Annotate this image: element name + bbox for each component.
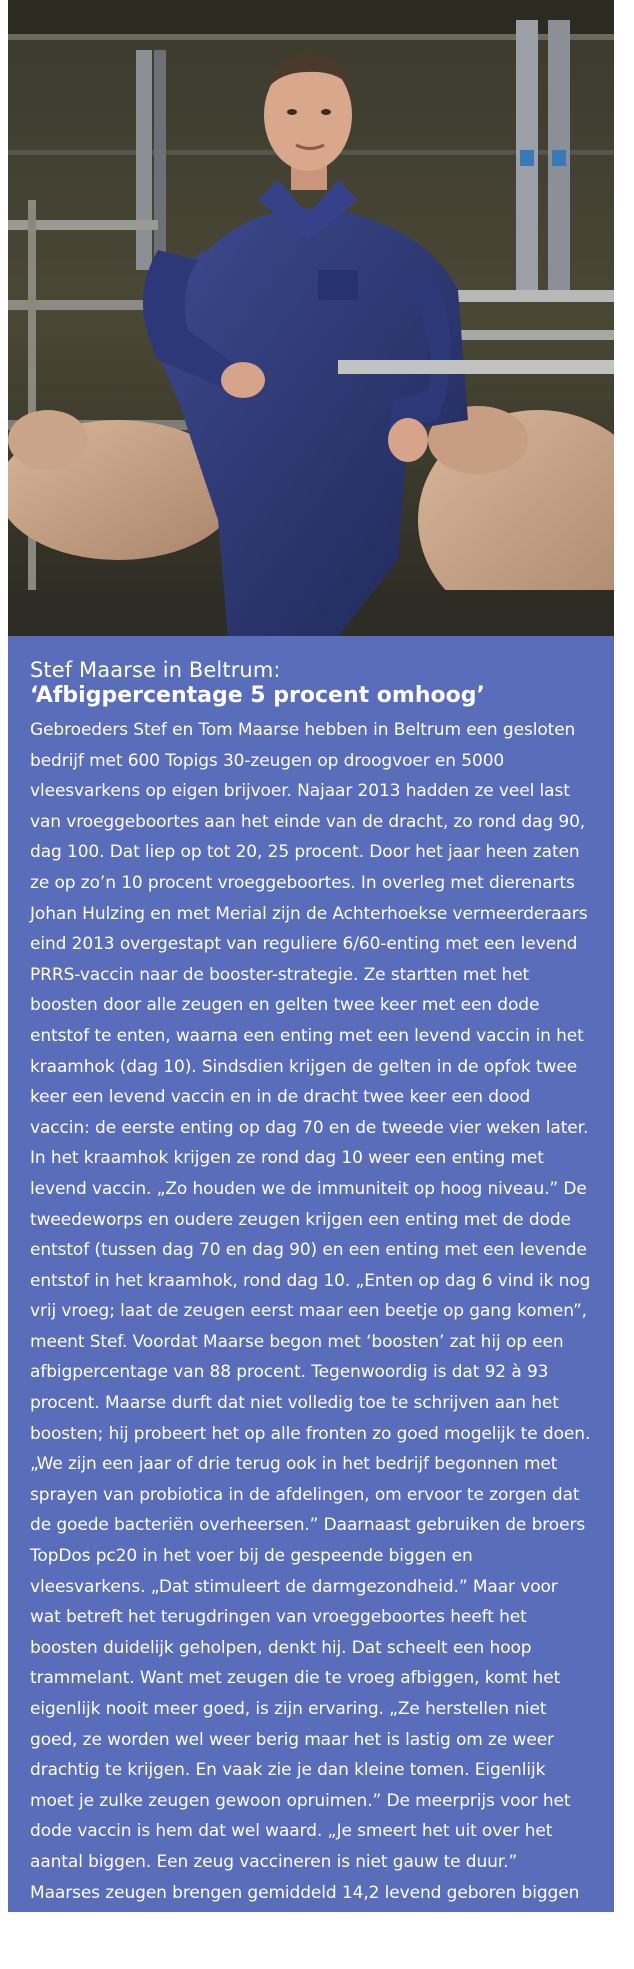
magazine-page [8, 0, 614, 1964]
farmer-photo [8, 0, 614, 636]
article-box [8, 636, 614, 1964]
article-kicker: Stef Maarse in Beltrum: [30, 658, 281, 682]
photo-illustration [8, 0, 614, 636]
article-body [30, 715, 592, 1969]
article-headline: ‘Afbigpercentage 5 procent omhoog’ [30, 683, 485, 708]
article-body-text: Gebroeders Stef en Tom Maarse hebben in Beltrum een gesloten bedrijf met 600 Topigs 30-zeugen op droogvoer en 5000 vleesvarkens op eigen brijvoer. Najaar 2013 hadden ze veel last van vroeggeboortes aan het einde van de dracht, zo rond dag 90, dag 100. Dat liep op tot 20, 25 procent. Door het jaar heen zaten ze op zo’n 10 procent vroeggeboortes. In overleg met dierenarts Johan Hulzing en met Merial zijn de Achterhoekse vermeerderaars eind 2013 overgestapt van reguliere 6/60-enting met een levend PRRS-vaccin naar de booster-strategie. Ze startten met het boosten door alle zeugen en gelten twee keer met een dode entstof te enten, waarna een enting met een levend vaccin in het kraamhok (dag 10). Sindsdien krijgen de gelten in de opfok twee keer een levend vaccin en in de dracht twee keer een dood vaccin: de eerste enting op dag 70 en de tweede vier weken later. In het kraamhok krijgen ze rond dag 10 weer een enting met levend vaccin. „Zo houden we de immuniteit op hoog niveau.” De tweedeworps en oudere zeugen krijgen een enting met de dode entstof (tussen dag 70 en dag 90) en een enting met een levende entstof in het kraamhok, rond dag 10. „Enten op dag 6 vind ik nog vrij vroeg; laat de zeugen eerst maar een beetje op gang komen”, meent Stef. Voordat Maarse begon met ‘boosten’ zat hij op een afbigpercentage van 88 procent. Tegenwoordig is dat 92 à 93 procent. Maarse durft dat niet volledig toe te schrijven aan het boosten; hij probeert het op alle fronten zo goed mogelijk te doen. „We zijn een jaar of drie terug ook in het bedrijf begonnen met sprayen van probiotica in de afdelingen, om ervoor te zorgen dat de goede bacteriën overheersen.” Daarnaast gebruiken de broers TopDos pc20 in het voer bij de gespeende biggen en vleesvarkens. „Dat stimuleert de darmgezondheid.” Maar voor wat betreft het terugdringen van vroeggeboortes heeft het boosten duidelijk geholpen, denkt hij. Dat scheelt een hoop trammelant. Want met zeugen die te vroeg afbiggen, komt het eigenlijk nooit meer goed, is zijn ervaring. „Ze herstellen niet goed, ze worden wel weer berig maar het is lastig om ze weer drachtig te krijgen. En vaak zie je dan kleine tomen. Eigenlijk moet je zulke zeugen gewoon opruimen.” De meerprijs voor het dode vaccin is hem dat wel waard. „Je smeert het uit over het aantal biggen. Een zeug vaccineren is niet gauw te duur.” Maarses zeugen brengen gemiddeld 14,2 levend geboren biggen per worp en 30 gespeende biggen op jaarbasis. De uitval tot spenen is 11,5 procent. [30, 720, 591, 1964]
